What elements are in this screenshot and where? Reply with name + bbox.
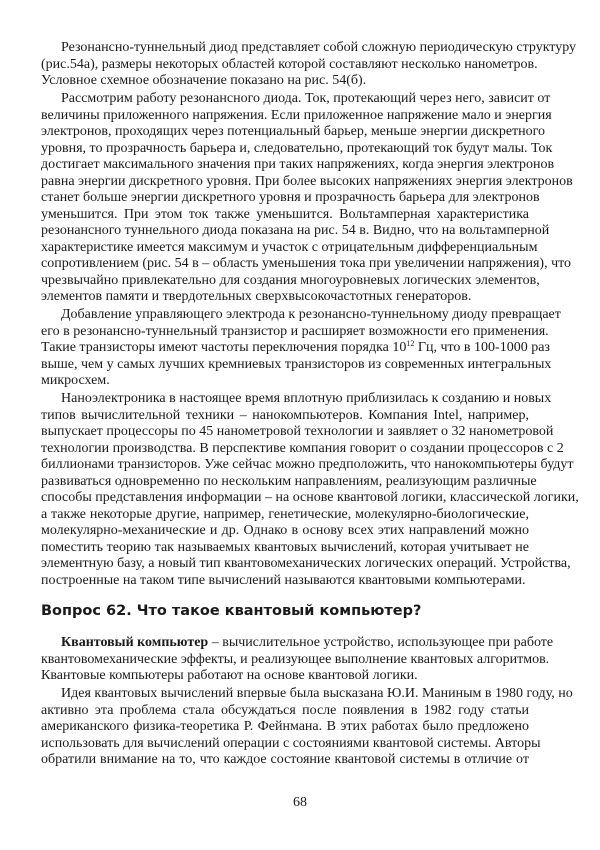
text-line: американского физика-теоретика Р. Фейнмана. В этих работах было предложено (41, 719, 529, 734)
text-line: активно эта проблема стала обсуждаться после появления в 1982 году статьи (41, 702, 529, 718)
text-line: уровня, то прозрачность барьера и, следовательно, протекающий ток будут малы. Ток (41, 140, 553, 156)
text-segment: Гц, что в 100-1000 раз (414, 340, 550, 355)
superscript: 12 (406, 339, 415, 348)
text-line: станет больше энергии дискретного уровня и прозрачность барьера для электронов (41, 190, 540, 205)
text-line: Условное схемное обозначение показано на рис. 54(б). (41, 73, 367, 88)
text-line (41, 339, 550, 357)
text-line: чрезвычайно привлекательно для создания многоуровневых логических элементов, (41, 272, 540, 288)
body-text-after (41, 635, 573, 769)
text-line: выпускает процессоры по 45 нанометровой технологии и заявляет о 32 нанометровой (41, 424, 554, 439)
paragraph (41, 40, 577, 90)
text-segment: – вычислительное устройство, использующее при работе (208, 635, 554, 650)
text-line: Резонансно-туннельный диод представляет собой сложную периодическую структуру (61, 40, 577, 55)
text-line: сопротивлением (рис. 54 в – область уменьшения тока при увеличении напряжения), что (41, 256, 572, 271)
text-line: его в резонансно-туннельный транзистор и расширяет возможности его применения. (41, 323, 549, 339)
text-line: Рассмотрим работу резонансного диода. Ток, протекающий через него, зависит от (61, 91, 551, 106)
text-line: величины приложенного напряжения. Если приложенное напряжение мало и энергия (41, 107, 552, 123)
paragraph (41, 391, 579, 589)
text-line: молекулярно-механические и др. Однако в основу всех этих направлений можно (41, 523, 529, 538)
document-page (41, 40, 579, 770)
text-line: использовать для вычислений операции с состояниями квантовой системы. Авторы (41, 735, 541, 751)
text-line: электронов, проходящих через потенциальный барьер, меньше энергии дискретного (41, 124, 546, 139)
text-line: элементную базу, а новый тип квантовомеханических логических операций. Устройства, (41, 556, 571, 571)
text-line: биллионами транзисторов. Уже сейчас можно предположить, что нанокомпьютеры будут (41, 457, 574, 472)
text-line: технологии производства. В перспективе компания говорит о создании процессоров с 2 (41, 440, 564, 456)
text-line: уменьшится. При этом ток также уменьшится. Вольтамперная характеристика (41, 206, 529, 222)
text-line (41, 635, 554, 652)
text-segment: Такие транзисторы имеют частоты переключения порядка 10 (41, 340, 407, 355)
text-line: Идея квантовых вычислений впервые была высказана Ю.И. Маниным в 1980 году, но (61, 686, 573, 701)
text-line: элементов памяти и твердотельных сверхвысокочастотных генераторов. (41, 289, 472, 304)
text-line: (рис.54а), размеры некоторых областей которой составляют несколько нанометров. (41, 56, 538, 72)
text-line: равна энергии дискретного уровня. При более высоких напряжениях энергия электронов (41, 173, 573, 189)
text-line: квантовомеханические эффекты, и реализующее выполнение квантовых алгоритмов. (41, 651, 550, 667)
text-line: Квантовые компьютеры работают на основе квантовой логики. (41, 668, 418, 683)
text-line: Добавление управляющего электрода к резонансно-туннельному диоду превращает (61, 307, 561, 322)
paragraph (41, 307, 561, 390)
text-line: способы представления информации – на основе квантовой логики, классической логики, (41, 490, 579, 505)
text-line: поместить теорию так называемых квантовых вычислений, которая учитывает не (41, 539, 529, 555)
text-line: характеристике имеется максимум и участок с отрицательным дифференциальным (41, 239, 538, 255)
text-line: резонансного туннельного диода показана на рис. 54 в. Видно, что на вольтамперной (41, 223, 550, 238)
paragraph (41, 686, 573, 769)
text-line: развиваться одновременно по нескольким направлениям, реализующим различные (41, 473, 537, 489)
paragraph (41, 635, 554, 685)
text-line: выше, чем у самых лучших кремниевых транзисторов из современных интегральных (41, 356, 552, 372)
page-number: 68 (293, 795, 307, 810)
text-line: построенные на таком типе вычислений называются квантовыми компьютерами. (41, 572, 526, 588)
text-line: типов вычислительной техники – нанокомпьютеров. Компания Intel, например, (41, 407, 529, 423)
body-text-before (41, 40, 579, 589)
paragraph (41, 91, 573, 306)
bold-term: Квантовый компьютер (61, 635, 209, 650)
text-line: достигает максимального значения при таких напряжениях, когда энергия электронов (41, 157, 555, 172)
text-line: микросхем. (41, 373, 110, 388)
text-line: Наноэлектроника в настоящее время вплотную приблизилась к созданию и новых (61, 391, 552, 406)
section-heading: Вопрос 62. Что такое квантовый компьютер? (41, 603, 422, 619)
text-line: а также некоторые другие, например, генетические, молекулярно-биологические, (41, 506, 529, 522)
text-line: обратили внимание на то, что каждое состояние квантовой системы в отличие от (41, 752, 529, 767)
